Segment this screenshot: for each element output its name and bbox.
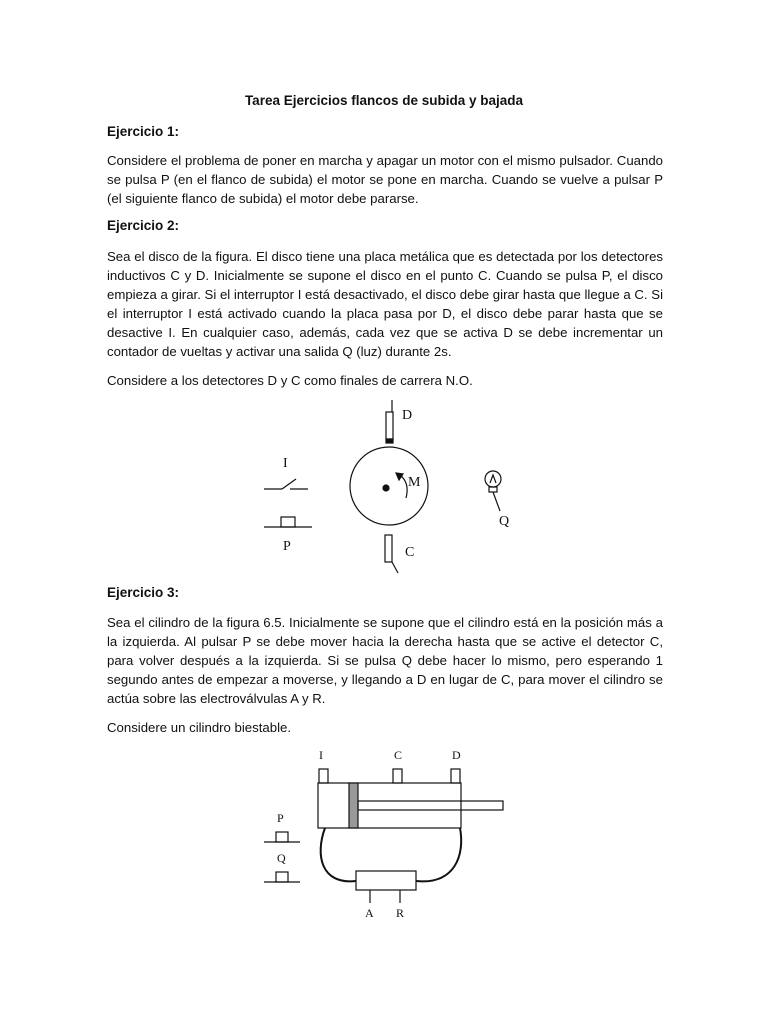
label-d: D xyxy=(402,408,413,423)
hose-left xyxy=(321,828,356,881)
label-d: D xyxy=(452,748,461,762)
label-c: C xyxy=(394,748,403,762)
label-i: I xyxy=(319,748,323,762)
exercise-3-note: Considere un cilindro biestable. xyxy=(107,720,292,735)
pushbutton-p xyxy=(276,832,288,842)
valve xyxy=(356,871,416,890)
piston-rod xyxy=(358,801,503,810)
detector-d xyxy=(386,412,393,439)
exercise-3-paragraph: Sea el cilindro de la figura 6.5. Inicialmente se supone que el cilindro está en la posición más a la izquierda. Al pulsar P se debe mover hacia la derecha hasta que se active el detector C, para volver después a la izquierda. Si se pulsa Q debe hacer lo mismo, pero esperando 1 segundo antes de empezar a moverse, y llegando a D en lugar de C, para mover el cilindro se actúa sobre las electroválvulas A y R. xyxy=(107,615,663,706)
exercise-2-heading: Ejercicio 2: xyxy=(107,218,180,233)
exercise-2-note: Considere a los detectores D y C como finales de carrera N.O. xyxy=(107,373,473,388)
label-a: A xyxy=(365,906,374,920)
exercise-1-paragraph: Considere el problema de poner en marcha y apagar un motor con el mismo pulsador. Cuando se pulsa P (en el flanco de subida) el motor se pone en marcha. Cuando se vuelve a pulsar P (el siguiente flanco de subida) el motor debe pararse. xyxy=(107,153,663,206)
label-p: P xyxy=(283,539,291,554)
lamp-q-filament xyxy=(490,475,496,483)
disk-center xyxy=(383,485,389,491)
rotation-arrow-head xyxy=(396,473,403,480)
pushbutton-p xyxy=(281,517,295,527)
detector-d-plate xyxy=(386,439,393,443)
switch-i-lever xyxy=(282,479,296,489)
detector-c xyxy=(385,535,392,562)
detector-c-lead xyxy=(392,562,398,573)
cylinder-figure xyxy=(255,745,520,925)
exercise-2-paragraph: Sea el disco de la figura. El disco tiene una placa metálica que es detectada por los detectores inductivos C y D. Inicialmente se supone el disco en el punto C. Cuando se pulsa P, el disco empieza a girar. Si el interruptor I está desactivado, el disco debe girar hasta que llegue a C. Si el interruptor I está activado cuando la placa pasa por D, el disco debe parar hasta que se desactive I. En cualquier caso, además, cada vez que se activa D se debe incrementar un contador de vueltas y activar una salida Q (luz) durante 2s. xyxy=(107,249,663,359)
detector-d xyxy=(451,769,460,783)
detector-c xyxy=(393,769,402,783)
cylinder-body xyxy=(318,783,461,828)
exercise-1-heading: Ejercicio 1: xyxy=(107,124,180,139)
exercise-3-heading: Ejercicio 3: xyxy=(107,585,180,600)
lamp-q-lead xyxy=(493,492,500,511)
rotation-arrow xyxy=(400,475,407,498)
document-title: Tarea Ejercicios flancos de subida y bajada xyxy=(244,93,524,108)
label-i: I xyxy=(283,456,288,471)
label-m: M xyxy=(408,475,421,490)
lamp-q-base xyxy=(489,487,497,492)
pushbutton-q xyxy=(276,872,288,882)
label-q: Q xyxy=(499,514,510,529)
label-p: P xyxy=(277,811,284,825)
detector-i xyxy=(319,769,328,783)
label-q: Q xyxy=(277,851,286,865)
label-r: R xyxy=(396,906,405,920)
disk-figure xyxy=(250,395,540,580)
label-c: C xyxy=(405,545,415,560)
hose-right xyxy=(416,828,461,881)
piston xyxy=(349,783,358,828)
